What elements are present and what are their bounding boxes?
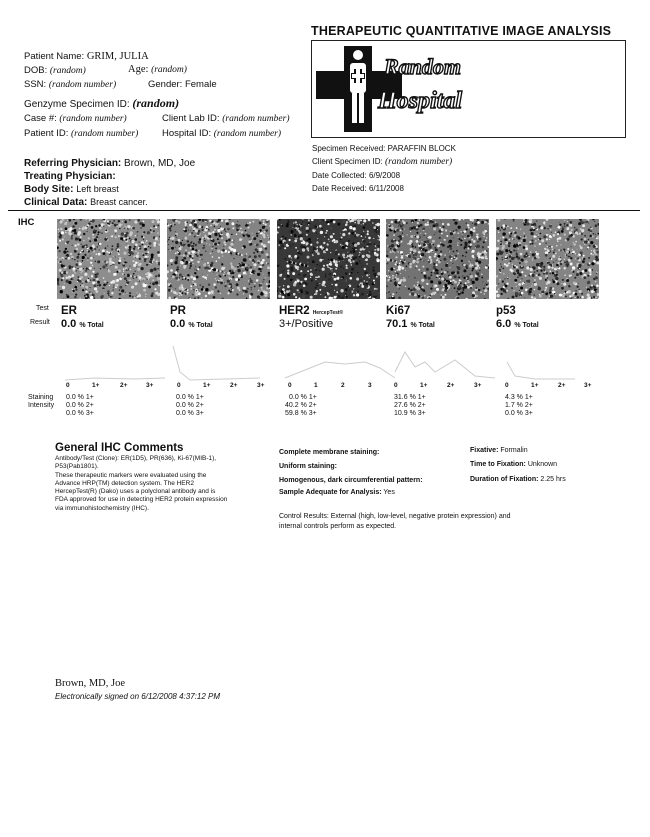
ssn-label: SSN: — [24, 79, 47, 90]
herceptest-suffix: HercepTest® — [312, 310, 344, 316]
axis-ki67-2: 2+ — [447, 382, 455, 389]
fixative-row — [470, 447, 528, 454]
axis-p53-1: 1+ — [531, 382, 539, 389]
test-name-ki67: Ki67 — [386, 305, 411, 317]
test-name-p53: p53 — [496, 305, 516, 317]
date-received-label: Date Received: — [312, 184, 367, 193]
patient-id-row — [24, 128, 138, 139]
control-results-line: Control Results: External (high, low-level, negative protein expression) and — [279, 513, 511, 520]
logo-text-top: Random — [384, 54, 462, 79]
patient-id-label: Patient ID: — [24, 128, 69, 139]
date-received-row — [312, 184, 404, 193]
client-specimen-label: Client Specimen ID: — [312, 157, 383, 166]
intensity-histograms — [55, 342, 595, 384]
axis-er-3: 3+ — [146, 382, 154, 389]
er-intensity-3: 0.0 % 3+ — [66, 410, 94, 417]
body-site-value: Left breast — [76, 184, 119, 194]
gender-label: Gender: — [148, 79, 183, 90]
uniform-staining-label: Uniform staining: — [279, 463, 337, 470]
referring-label: Referring Physician: — [24, 158, 122, 169]
specimen-received-value: PARAFFIN BLOCK — [387, 144, 456, 153]
client-specimen-value: (random number) — [384, 157, 453, 167]
client-lab-row — [162, 113, 290, 124]
clinical-data-row — [24, 197, 148, 208]
specimen-id-value: (random) — [132, 96, 180, 110]
logo-text-bottom: Hospital — [378, 88, 463, 114]
her2-intensity-3: 59.8 % 3+ — [285, 410, 317, 417]
test-name-her2 — [279, 305, 343, 317]
ssn-row — [24, 79, 116, 90]
result-ki67-value: 70.1 — [386, 318, 408, 330]
axis-pr-1: 1+ — [203, 382, 211, 389]
case-row — [24, 113, 127, 124]
axis-her2-0: 0 — [288, 382, 292, 389]
client-lab-value: (random number) — [222, 114, 290, 124]
comment-line: P53(Pab1801). — [55, 463, 99, 471]
clinical-data-value: Breast cancer. — [90, 197, 148, 207]
hospital-id-label: Hospital ID: — [162, 128, 212, 139]
fixative-label: Fixative: — [470, 447, 499, 454]
axis-her2-2: 2 — [341, 382, 345, 389]
result-pr-unit: % Total — [188, 322, 213, 329]
specimen-received-label: Specimen Received: — [312, 144, 386, 153]
age-label: Age: — [128, 64, 149, 75]
er-stain-image — [57, 219, 160, 299]
specimen-id-row — [24, 96, 179, 111]
her2-intensity-2: 40.2 % 2+ — [285, 402, 317, 409]
homogeneous-pattern-label: Homogenous, dark circumferential pattern: — [279, 477, 423, 484]
result-her2-value: 3+/Positive — [279, 318, 334, 330]
her2-name: HER2 — [279, 305, 310, 317]
result-her2 — [279, 318, 333, 330]
patient-id-value: (random number) — [71, 129, 139, 139]
control-results-line: internal controls perform as expected. — [279, 523, 397, 530]
comment-line: Antibody/Test (Clone): ER(1D5), PR(636), Ki-67(MIB-1), — [55, 455, 217, 462]
date-collected-label: Date Collected: — [312, 171, 367, 180]
patient-name-label: Patient Name: — [24, 51, 85, 62]
test-label: Test — [36, 305, 49, 312]
pr-stain-image — [167, 219, 270, 299]
result-er-value: 0.0 — [61, 318, 77, 330]
axis-p53-0: 0 — [505, 382, 509, 389]
comment-line: Advance HRP(TM) detection system. The HER2 — [55, 479, 194, 487]
case-value: (random number) — [59, 114, 127, 124]
duration-label: Duration of Fixation: — [470, 476, 539, 483]
referring-physician-row — [24, 158, 195, 169]
age-value: (random) — [151, 65, 187, 75]
axis-pr-0: 0 — [177, 382, 181, 389]
axis-her2-1: 1 — [314, 382, 318, 389]
age-row — [128, 64, 187, 75]
hospital-id-value: (random number) — [213, 129, 282, 139]
case-label: Case #: — [24, 113, 57, 124]
duration-row — [470, 476, 566, 483]
her2-intensity-1: 0.0 % 1+ — [289, 394, 317, 401]
date-collected-value: 6/9/2008 — [368, 171, 401, 180]
hospital-id-row — [162, 128, 281, 139]
result-p53-value: 6.0 — [496, 318, 512, 330]
client-specimen-row — [312, 157, 452, 167]
ki67-intensity-2: 27.6 % 2+ — [394, 402, 426, 409]
pr-intensity-1: 0.0 % 1+ — [176, 394, 204, 401]
result-label: Result — [30, 319, 50, 326]
time-to-fixation-label: Time to Fixation: — [470, 461, 526, 468]
staining-label: Staining — [28, 394, 54, 401]
hospital-logo — [312, 41, 625, 137]
intensity-label: Intensity — [28, 402, 55, 409]
comment-line: FDA approved for use in detecting HER2 protein expression — [55, 496, 228, 504]
time-to-fixation-row — [470, 461, 557, 468]
her2-stain-image — [277, 219, 380, 299]
complete-membrane-label: Complete membrane staining: — [279, 449, 380, 456]
comments-body — [55, 455, 227, 513]
sample-adequate-label: Sample Adequate for Analysis: — [279, 489, 382, 496]
treating-physician-label: Treating Physician: — [24, 171, 116, 182]
p53-intensity-2: 1.7 % 2+ — [505, 402, 533, 409]
hospital-logo-box — [311, 40, 626, 138]
sample-adequate-row — [279, 489, 395, 496]
patient-name-row — [24, 51, 149, 62]
ki67-intensity-3: 10.9 % 3+ — [394, 410, 426, 417]
ihc-section-label: IHC — [18, 217, 35, 228]
axis-ki67-3: 3+ — [474, 382, 482, 389]
control-results — [279, 512, 511, 532]
client-lab-label: Client Lab ID: — [162, 113, 220, 124]
dob-row — [24, 65, 86, 76]
result-pr — [170, 318, 213, 330]
signer-name: Brown, MD, Joe — [55, 678, 125, 689]
axis-ki67-1: 1+ — [420, 382, 428, 389]
dob-label: DOB: — [24, 65, 48, 76]
axis-p53-3: 3+ — [584, 382, 592, 389]
dob-value: (random) — [49, 66, 86, 76]
date-collected-row — [312, 171, 400, 180]
time-to-fixation-value: Unknown — [527, 461, 558, 468]
result-er-unit: % Total — [79, 322, 104, 329]
axis-er-0: 0 — [66, 382, 70, 389]
sample-adequate-value: Yes — [383, 489, 395, 496]
axis-er-2: 2+ — [120, 382, 128, 389]
fixative-value: Formalin — [500, 447, 528, 454]
gender-row — [148, 79, 217, 90]
result-ki67 — [386, 318, 435, 330]
result-ki67-unit: % Total — [410, 322, 435, 329]
section-divider — [8, 210, 640, 211]
er-intensity-2: 0.0 % 2+ — [66, 402, 94, 409]
report-title: THERAPEUTIC QUANTITATIVE IMAGE ANALYSIS — [311, 24, 612, 38]
gender-value: Female — [184, 79, 217, 90]
axis-p53-2: 2+ — [558, 382, 566, 389]
axis-pr-3: 3+ — [257, 382, 265, 389]
result-p53 — [496, 318, 539, 330]
result-pr-value: 0.0 — [170, 318, 186, 330]
p53-intensity-3: 0.0 % 3+ — [505, 410, 533, 417]
electronic-signature: Electronically signed on 6/12/2008 4:37:12 PM — [55, 692, 220, 701]
p53-stain-image — [496, 219, 599, 299]
er-intensity-1: 0.0 % 1+ — [66, 394, 94, 401]
pr-intensity-2: 0.0 % 2+ — [176, 402, 204, 409]
ki67-intensity-1: 31.6 % 1+ — [394, 394, 426, 401]
comments-title: General IHC Comments — [55, 442, 184, 454]
result-er — [61, 318, 104, 330]
axis-er-1: 1+ — [92, 382, 100, 389]
comment-line: HercepTest(R) (Dako) uses a polyclonal antibody and is — [55, 488, 216, 496]
p53-intensity-1: 4.3 % 1+ — [505, 394, 533, 401]
clinical-data-label: Clinical Data: — [24, 197, 88, 208]
specimen-id-label: Genzyme Specimen ID: — [24, 99, 130, 110]
comment-line: These therapeutic markers were evaluated using the — [55, 471, 207, 479]
date-received-value: 6/11/2008 — [368, 184, 404, 193]
body-site-label: Body Site: — [24, 184, 74, 195]
test-name-er: ER — [61, 305, 77, 317]
test-name-pr: PR — [170, 305, 186, 317]
axis-pr-2: 2+ — [230, 382, 238, 389]
pr-intensity-3: 0.0 % 3+ — [176, 410, 204, 417]
ki67-stain-image — [386, 219, 489, 299]
specimen-received-row — [312, 144, 456, 153]
patient-name-value: GRIM, JULIA — [86, 51, 149, 62]
comment-line: via immunohistochemistry (IHC). — [55, 504, 149, 512]
referring-value: Brown, MD, Joe — [124, 158, 196, 169]
body-site-row — [24, 184, 119, 195]
axis-ki67-0: 0 — [394, 382, 398, 389]
result-p53-unit: % Total — [514, 322, 539, 329]
ssn-value: (random number) — [48, 80, 117, 90]
duration-value: 2.25 hrs — [540, 476, 566, 483]
axis-her2-3: 3 — [368, 382, 372, 389]
